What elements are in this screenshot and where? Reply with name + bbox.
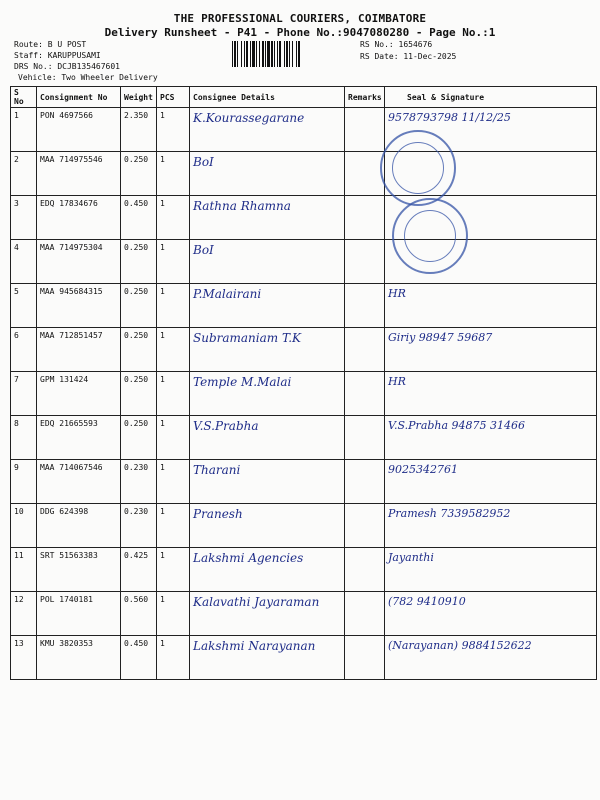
row-consignment: SRT 51563383	[37, 548, 121, 592]
row-weight: 0.450	[121, 636, 157, 680]
col-header-sno: S No	[11, 87, 37, 108]
row-remarks	[345, 240, 385, 284]
row-remarks	[345, 592, 385, 636]
col-header-remarks: Remarks	[345, 87, 385, 108]
row-consignment: MAA 714975304	[37, 240, 121, 284]
row-pcs: 1	[157, 240, 190, 284]
row-consignee: Lakshmi Agencies	[190, 548, 345, 592]
row-remarks	[345, 108, 385, 152]
row-pcs: 1	[157, 372, 190, 416]
row-remarks	[345, 284, 385, 328]
row-pcs: 1	[157, 460, 190, 504]
row-weight: 0.230	[121, 460, 157, 504]
col-header-consignment: Consignment No	[37, 87, 121, 108]
table-row	[11, 240, 597, 284]
courier-company-title: THE PROFESSIONAL COURIERS, COIMBATORE	[173, 12, 427, 25]
row-signature: (Narayanan) 9884152622	[385, 636, 597, 680]
table-header-row	[11, 87, 597, 108]
table-row	[11, 636, 597, 680]
barcode-image	[232, 41, 354, 67]
row-weight: 0.250	[121, 372, 157, 416]
table-row	[11, 152, 597, 196]
row-sno: 1	[11, 108, 37, 152]
row-consignment: GPM 131424	[37, 372, 121, 416]
table-row	[11, 592, 597, 636]
row-sno: 7	[11, 372, 37, 416]
row-consignee: K.Kourassegarane	[190, 108, 345, 152]
row-signature: 9025342761	[385, 460, 597, 504]
row-signature: Giriy 98947 59687	[385, 328, 597, 372]
row-pcs: 1	[157, 504, 190, 548]
row-consignee: Rathna Rhamna	[190, 196, 345, 240]
row-consignee: Lakshmi Narayanan	[190, 636, 345, 680]
row-sno: 9	[11, 460, 37, 504]
row-weight: 0.450	[121, 196, 157, 240]
row-sno: 8	[11, 416, 37, 460]
row-signature: V.S.Prabha 94875 31466	[385, 416, 597, 460]
row-sno: 13	[11, 636, 37, 680]
table-row	[11, 108, 597, 152]
row-signature: Pramesh 7339582952	[385, 504, 597, 548]
row-sno: 4	[11, 240, 37, 284]
row-pcs: 1	[157, 416, 190, 460]
row-weight: 0.250	[121, 416, 157, 460]
row-weight: 0.230	[121, 504, 157, 548]
table-row	[11, 548, 597, 592]
table-row	[11, 284, 597, 328]
seal-stamp	[380, 130, 456, 206]
row-pcs: 1	[157, 592, 190, 636]
row-sno: 11	[11, 548, 37, 592]
row-pcs: 1	[157, 196, 190, 240]
row-remarks	[345, 460, 385, 504]
row-consignment: EDQ 21665593	[37, 416, 121, 460]
row-pcs: 1	[157, 108, 190, 152]
row-weight: 0.560	[121, 592, 157, 636]
row-sno: 5	[11, 284, 37, 328]
vehicle-label: Vehicle: Two Wheeler Delivery	[18, 73, 158, 82]
row-consignment: EDQ 17834676	[37, 196, 121, 240]
row-consignee: P.Malairani	[190, 284, 345, 328]
row-weight: 0.425	[121, 548, 157, 592]
row-signature: (782 9410910	[385, 592, 597, 636]
row-consignee: BoI	[190, 152, 345, 196]
row-pcs: 1	[157, 328, 190, 372]
table-row	[11, 504, 597, 548]
row-sno: 6	[11, 328, 37, 372]
rs-date: RS Date: 11-Dec-2025	[360, 52, 457, 61]
row-sno: 3	[11, 196, 37, 240]
row-remarks	[345, 504, 385, 548]
row-consignee: Tharani	[190, 460, 345, 504]
seal-stamp	[392, 198, 468, 274]
row-consignment: MAA 714067546	[37, 460, 121, 504]
row-signature: HR	[385, 284, 597, 328]
row-weight: 2.350	[121, 108, 157, 152]
table-row	[11, 328, 597, 372]
table-row	[11, 372, 597, 416]
row-weight: 0.250	[121, 240, 157, 284]
row-remarks	[345, 328, 385, 372]
row-remarks	[345, 548, 385, 592]
row-remarks	[345, 416, 385, 460]
row-consignment: POL 1740181	[37, 592, 121, 636]
row-consignment: DDG 624398	[37, 504, 121, 548]
row-remarks	[345, 152, 385, 196]
row-sno: 2	[11, 152, 37, 196]
row-consignee: Pranesh	[190, 504, 345, 548]
row-sno: 10	[11, 504, 37, 548]
row-remarks	[345, 636, 385, 680]
col-header-consignee: Consignee Details	[190, 87, 345, 108]
row-consignment: MAA 714975546	[37, 152, 121, 196]
row-pcs: 1	[157, 636, 190, 680]
row-consignment: MAA 945684315	[37, 284, 121, 328]
row-consignee: V.S.Prabha	[190, 416, 345, 460]
runsheet-table	[10, 86, 597, 680]
staff-label: Staff: KARUPPUSAMI	[14, 51, 101, 60]
row-consignee: Subramaniam T.K	[190, 328, 345, 372]
row-sno: 12	[11, 592, 37, 636]
row-remarks	[345, 372, 385, 416]
row-consignment: MAA 712851457	[37, 328, 121, 372]
row-signature: 9578793798 11/12/25	[385, 108, 597, 152]
row-weight: 0.250	[121, 152, 157, 196]
route-label: Route: B U POST	[14, 40, 87, 49]
row-consignee: BoI	[190, 240, 345, 284]
col-header-weight: Weight	[121, 87, 157, 108]
row-pcs: 1	[157, 284, 190, 328]
table-row	[11, 460, 597, 504]
runsheet-subtitle: Delivery Runsheet - P41 - Phone No.:9047080280 - Page No.:1	[104, 26, 496, 39]
row-pcs: 1	[157, 548, 190, 592]
row-signature: HR	[385, 372, 597, 416]
row-remarks	[345, 196, 385, 240]
row-weight: 0.250	[121, 328, 157, 372]
row-signature: Jayanthi	[385, 548, 597, 592]
rs-number: RS No.: 1654676	[360, 40, 433, 49]
drs-number: DRS No.: DCJB135467601	[14, 62, 120, 71]
row-pcs: 1	[157, 152, 190, 196]
table-row	[11, 196, 597, 240]
table-row	[11, 416, 597, 460]
row-consignment: PON 4697566	[37, 108, 121, 152]
col-header-pcs: PCS	[157, 87, 190, 108]
row-weight: 0.250	[121, 284, 157, 328]
row-consignee: Kalavathi Jayaraman	[190, 592, 345, 636]
row-consignee: Temple M.Malai	[190, 372, 345, 416]
row-consignment: KMU 3820353	[37, 636, 121, 680]
col-header-seal: Seal & Signature	[385, 87, 597, 108]
